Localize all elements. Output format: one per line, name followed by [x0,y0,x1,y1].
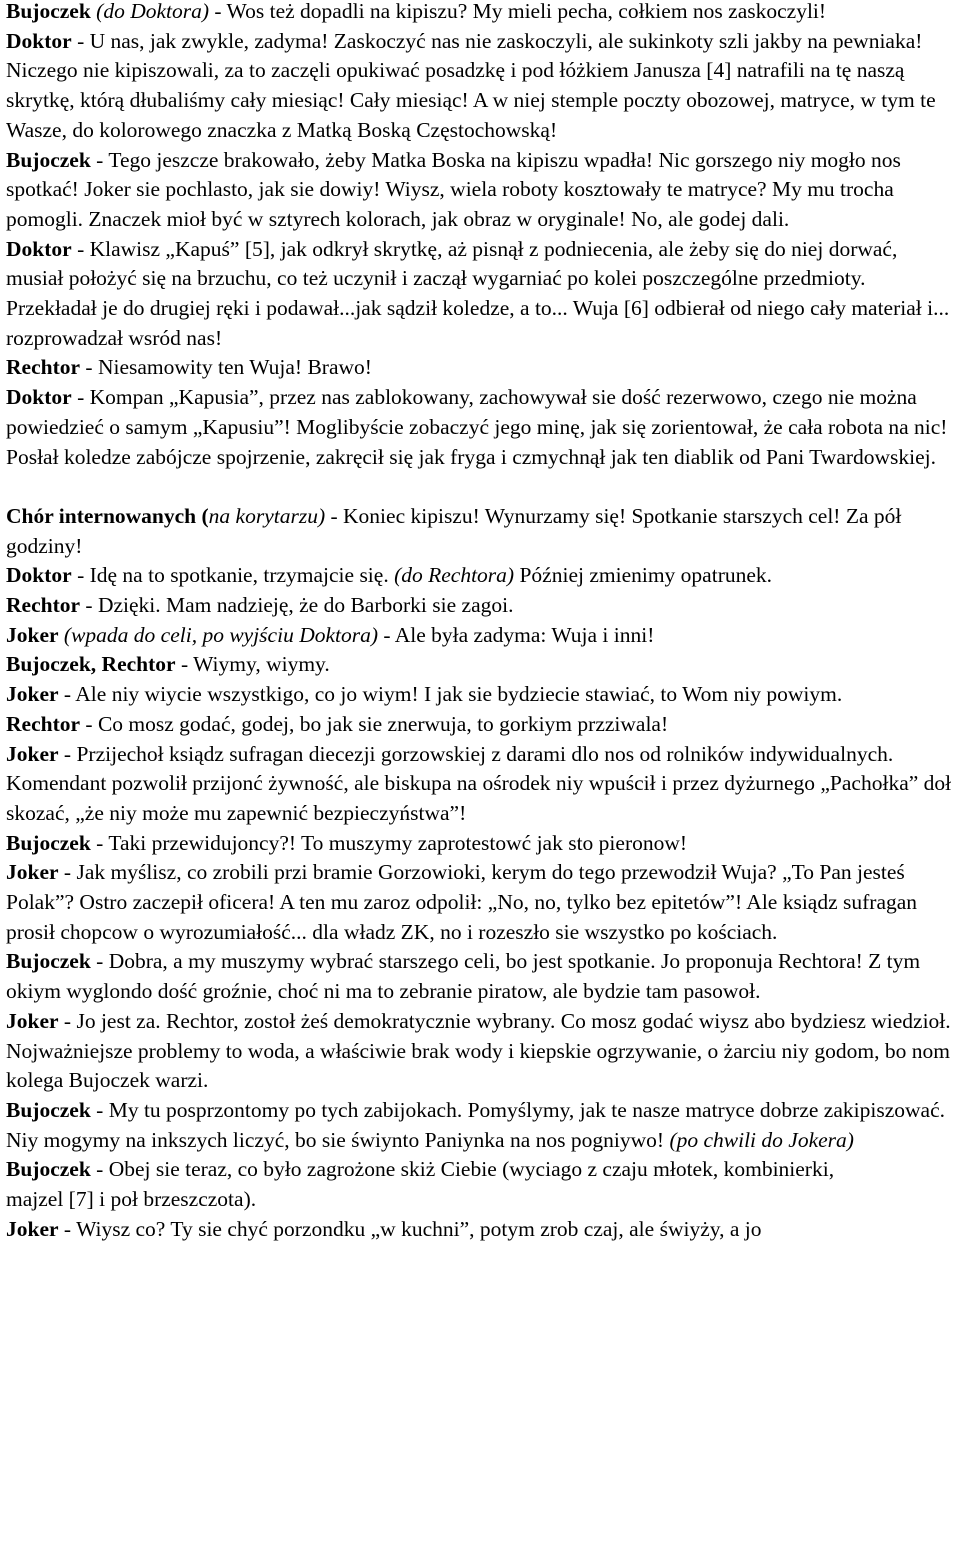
paragraph-spacer [6,472,956,502]
stage-direction: (wpada do celi, po wyjściu Doktora) [58,622,379,647]
dialogue-paragraph [6,621,956,651]
speaker-name: Rechtor [6,711,81,736]
dialogue-paragraph [6,680,956,710]
dialogue-text: - Tego jeszcze brakowało, żeby Matka Boska na kipiszu wpadła! Nic gorszego niy mogło nos spotkać! Joker sie pochlasto, jak sie dowiy! Wiysz, wiela roboty kosztowały te matryce? My mu trocha pomogli. Znaczek mioł być w sztyrech kolorach, jak obraz w oryginale! No, ale godej dali. [6,147,901,231]
dialogue-paragraph [6,1215,956,1245]
dialogue-paragraph [6,1185,956,1215]
dialogue-text: - Wiysz co? Ty sie chyć porzondku „w kuchni”, potym zrob czaj, ale świyży, a jo [58,1216,762,1241]
speaker-name: Bujoczek [6,1157,91,1182]
speaker-name: Joker [6,1008,59,1033]
speaker-name: Rechtor [6,355,81,380]
dialogue-text: - Wos też dopadli na kipiszu? My mieli pecha, cołkiem nos zaskoczyli! [209,0,827,23]
dialogue-paragraph [6,561,956,591]
dialogue-text: - Przijechoł ksiądz sufragan diecezji gorzowskiej z darami dlo nos od rolników indywidualnych. Komendant pozwolił przijonć żywność, ale biskupa na ośrodek niy wpuścił i przez dyżurnego „Pachołka” doł skozać, „że niy może mu zapewnić bezpieczyństwa”! [6,741,952,825]
dialogue-paragraph [6,383,956,472]
dialogue-text: - Idę na to spotkanie, trzymajcie się. [71,563,395,588]
dialogue-paragraph [6,146,956,235]
dialogue-paragraph [6,1096,956,1155]
speaker-name: Joker [6,622,59,647]
speaker-name: Rechtor [6,593,81,618]
dialogue-paragraph [6,710,956,740]
speaker-name: Bujoczek, Rechtor [6,652,176,677]
dialogue-paragraph [6,740,956,829]
speaker-name: Doktor [6,28,72,53]
dialogue-text: - Ale była zadyma: Wuja i inni! [378,622,655,647]
speaker-name: Bujoczek [6,830,91,855]
dialogue-text: - Dzięki. Mam nadzieję, że do Barborki sie zagoi. [80,593,514,618]
dialogue-text: - Jak myślisz, co zrobili przi bramie Gorzowioki, kerym do tego przewodził Wuja? „To Pan jesteś Polak”? Ostro zaczepił oficera! A ten mu zaroz odpolił: „No, no, tylko bez epitetów”! Ale ksiądz sufragan prosił chopcow o wyrozumiałość... dla władz ZK, no i rozeszło sie wszystko po kościach. [6,860,918,944]
dialogue-text: - U nas, jak zwykle, zadyma! Zaskoczyć nas nie zaskoczyli, ale sukinkoty szli jakby na pewniaka! Niczego nie kipiszowali, za to zaczęli opukiwać posadzkę i pod łóżkiem Janusza [4] natrafili na tę naszą skrytkę, którą dłubaliśmy cały miesiąc! Cały miesiąc! A w niej stemple poczty obozowej, matryce, w tym te Wasze, do kolorowego znaczka z Matką Boską Częstochowską! [6,28,936,142]
dialogue-paragraph [6,858,956,947]
dialogue-text: - Dobra, a my muszymy wybrać starszego celi, bo jest spotkanie. Jo proponuja Rechtora! Z tym okiym wyglondo dość groźnie, choć ni ma to zebranie piratow, ale bydzie tam pasowoł. [6,949,921,1004]
speaker-name: Bujoczek [6,1098,91,1122]
stage-direction: (do Rechtora) [394,563,515,588]
speaker-name: Bujoczek [6,0,91,23]
dialogue-text: majzel [7] i poł brzeszczota). [6,1187,257,1212]
dialogue-text: - Koniec kipiszu! Wynurzamy się! Spotkanie starszych cel! Za pół godziny! [6,503,902,558]
dialogue-paragraph [6,353,956,383]
speaker-name: Doktor [6,385,72,410]
stage-direction: na korytarzu) [208,503,326,528]
dialogue-paragraph [6,1007,956,1096]
dialogue-paragraph [6,0,956,27]
dialogue-paragraph [6,502,956,561]
dialogue-text: Później zmienimy opatrunek. [514,563,773,588]
speaker-name: Joker [6,741,59,766]
dialogue-text: - Obej sie teraz, co było zagrożone skiż Ciebie (wyciago z czaju młotek, kombinierki, [90,1157,835,1182]
dialogue-paragraph [6,235,956,354]
dialogue-text: - Niesamowity ten Wuja! Brawo! [80,355,372,380]
speaker-name: Joker [6,682,59,707]
dialogue-paragraph [6,27,956,146]
speaker-name: Chór internowanych ( [6,503,209,528]
dialogue-paragraph [6,591,956,621]
stage-direction: (po chwili do Jokera) [669,1127,854,1152]
speaker-name: Joker [6,1216,59,1241]
dialogue-text: - Co mosz godać, godej, bo jak sie znerwuja, to gorkiym przziwala! [80,711,669,736]
dialogue-text: - Klawisz „Kapuś” [5], jak odkrył skrytkę, aż pisnął z podniecenia, ale żeby się do niej dorwać, musiał położyć się na brzuchu, co też uczynił i zaczął wygarniać po kolei poszczególne przedmioty. Przekładał je do drugiej ręki i podawał...jak sądził koledze, a to... Wuja [6] odbierał od niego cały materiał i... rozprowadzał wsród nas! [6,236,950,350]
document-body [6,0,956,1245]
dialogue-paragraph [6,650,956,680]
dialogue-paragraph [6,1155,956,1185]
dialogue-text: - Jo jest za. Rechtor, zostoł żeś demokratycznie wybrany. Co mosz godać wiysz abo bydziesz wiedzioł. Nojważniejsze problemy to woda, a właściwie brak wody i kiepskie ogrzywanie, o żarciu niy godom, bo nom kolega Bujoczek warzi. [6,1008,951,1093]
speaker-name: Joker [6,860,59,885]
dialogue-text: - Taki przewidujoncy?! To muszymy zaprotestowć jak sto pieronow! [90,830,688,855]
dialogue-text: - Kompan „Kapusia”, przez nas zablokowany, zachowywał sie dość rezerwowo, czego nie można powiedzieć o samym „Kapusiu”! Moglibyście zobaczyć jego minę, jak się zorientował, że cała robota na nic! Posłał koledze zabójcze spojrzenie, zakręcił się jak fryga i czmychnął jak ten diablik od Pani Twardowskiej. [6,385,948,469]
speaker-name: Bujoczek [6,949,91,974]
stage-direction: (do Doktora) [90,0,210,23]
speaker-name: Bujoczek [6,147,91,172]
dialogue-paragraph [6,829,956,859]
dialogue-text: - Ale niy wiycie wszystkigo, co jo wiym! I jak sie bydziecie stawiać, to Wom niy powiym. [58,682,843,707]
speaker-name: Doktor [6,563,72,588]
dialogue-text: - Wiymy, wiymy. [175,652,330,677]
dialogue-paragraph [6,947,956,1006]
dialogue-text: - My tu posprzontomy po tych zabijokach. Pomyślymy, jak te nasze matryce dobrze zakipiszować. Niy mogymy na inkszych liczyć, bo sie świynto Paniynka na nos pogniywo! [6,1098,945,1152]
speaker-name: Doktor [6,236,72,261]
